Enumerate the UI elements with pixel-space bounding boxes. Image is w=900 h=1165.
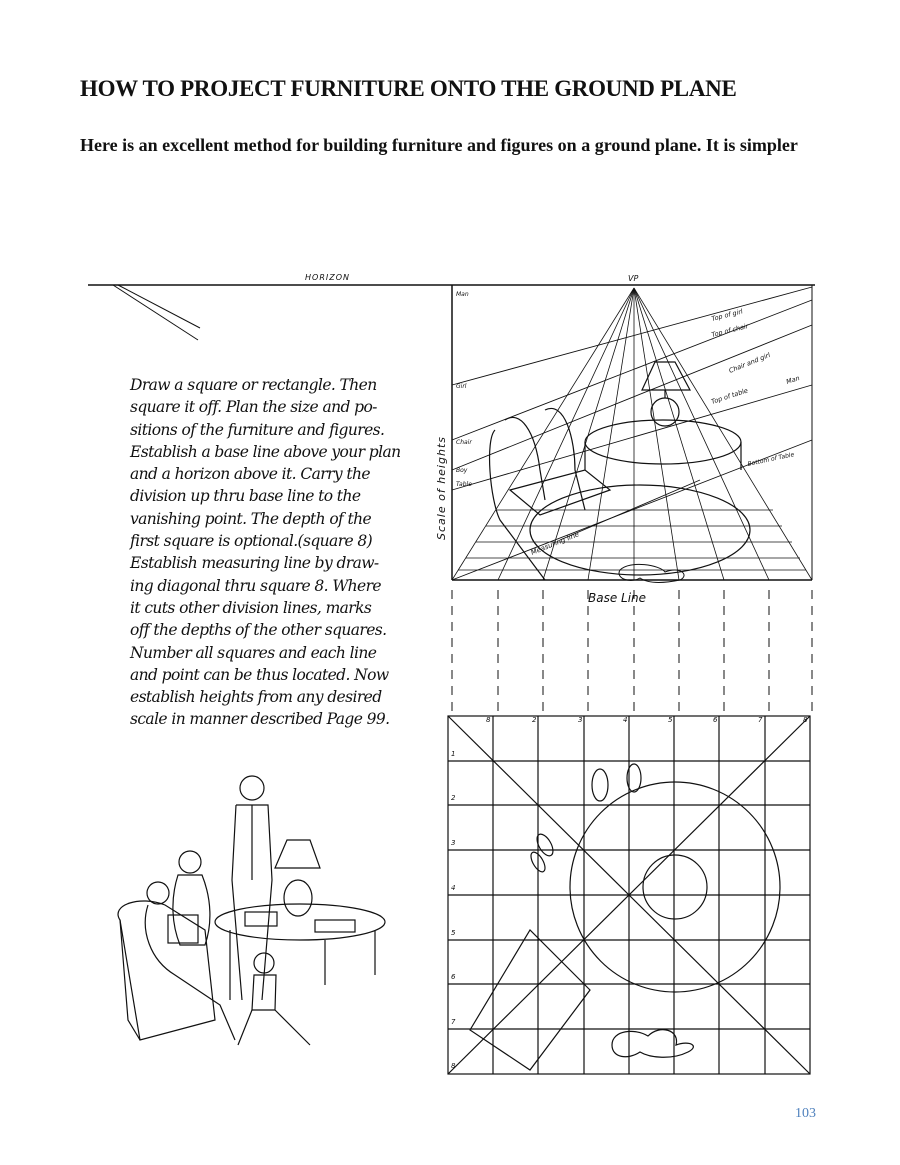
column-number: 6: [713, 716, 718, 724]
instruction-line: Establish measuring line by draw-: [130, 554, 379, 573]
instruction-line: Number all squares and each line: [130, 643, 377, 662]
scale-label: Boy: [456, 467, 468, 474]
instruction-line: ing diagonal thru square 8. Where: [130, 576, 381, 595]
instruction-line: off the depths of the other squares.: [130, 621, 387, 640]
height-label: Chair and girl: [727, 350, 772, 375]
instruction-line: vanishing point. The depth of the: [130, 509, 372, 528]
page-number: 103: [795, 1106, 816, 1121]
diagonal-stroke: [118, 285, 200, 328]
column-number: 2: [532, 716, 537, 724]
instruction-line: scale in manner described Page 99.: [130, 710, 390, 729]
instruction-line: Establish a base line above your plan: [130, 442, 401, 461]
column-number: 7: [758, 716, 763, 724]
scale-label: Girl: [456, 383, 467, 390]
instruction-line: division up thru base line to the: [130, 487, 361, 506]
column-number: 8: [803, 716, 808, 724]
family-sketch: [118, 776, 385, 1045]
row-number: 3: [451, 839, 456, 847]
row-number: 7: [451, 1018, 456, 1026]
vanishing-rays: [452, 288, 812, 580]
page-title: HOW TO PROJECT FURNITURE ONTO THE GROUND PLANE: [80, 76, 737, 101]
plan-row-numbers: [451, 750, 456, 1070]
scale-of-heights-label: Scale of heights: [435, 436, 448, 540]
height-label: Top of chair: [710, 322, 750, 339]
man-height-label: Man: [785, 374, 801, 386]
intro-paragraph: Here is an excellent method for building furniture and figures on a ground plane. It is simpler: [80, 135, 798, 155]
man-label: Man: [456, 291, 469, 298]
column-number: 4: [623, 716, 628, 724]
scale-label: Chair: [456, 439, 472, 446]
instruction-line: establish heights from any desired: [130, 688, 382, 707]
projection-lines: [452, 590, 812, 712]
instruction-line: sitions of the furniture and figures.: [130, 420, 385, 439]
measuring-line-label: Measuring line: [529, 530, 581, 557]
scale-label: Table: [456, 481, 472, 488]
column-number: 8: [486, 716, 491, 724]
horizon-label: HORIZON: [305, 273, 350, 282]
instruction-line: and a horizon above it. Carry the: [130, 465, 370, 484]
row-number: 8: [451, 1062, 456, 1070]
column-number: 3: [578, 716, 583, 724]
vp-label: VP: [628, 274, 639, 283]
plan-column-numbers: [486, 716, 808, 724]
column-number: 5: [668, 716, 673, 724]
height-label: Top of girl: [710, 307, 744, 323]
instruction-line: first square is optional.(square 8): [130, 532, 373, 551]
instruction-line: and point can be thus located. Now: [130, 665, 389, 684]
instruction-line: square it off. Plan the size and po-: [130, 398, 377, 417]
diagonal-stroke: [113, 285, 198, 340]
height-label: Top of table: [710, 386, 749, 406]
row-number: 5: [451, 929, 456, 937]
instruction-line: Draw a square or rectangle. Then: [130, 376, 377, 394]
row-number: 6: [451, 973, 456, 981]
table-sketch: [530, 420, 750, 575]
row-number: 4: [451, 884, 456, 892]
row-number: 1: [451, 750, 456, 758]
depth-lines: [458, 510, 806, 570]
instruction-line: it cuts other division lines, marks: [130, 598, 372, 617]
row-number: 2: [451, 794, 456, 802]
height-lines: [452, 287, 812, 580]
height-label: Bottom of Table: [746, 451, 795, 468]
ground-plan-grid: [448, 716, 810, 1074]
base-line-label: Base Line: [588, 591, 647, 605]
